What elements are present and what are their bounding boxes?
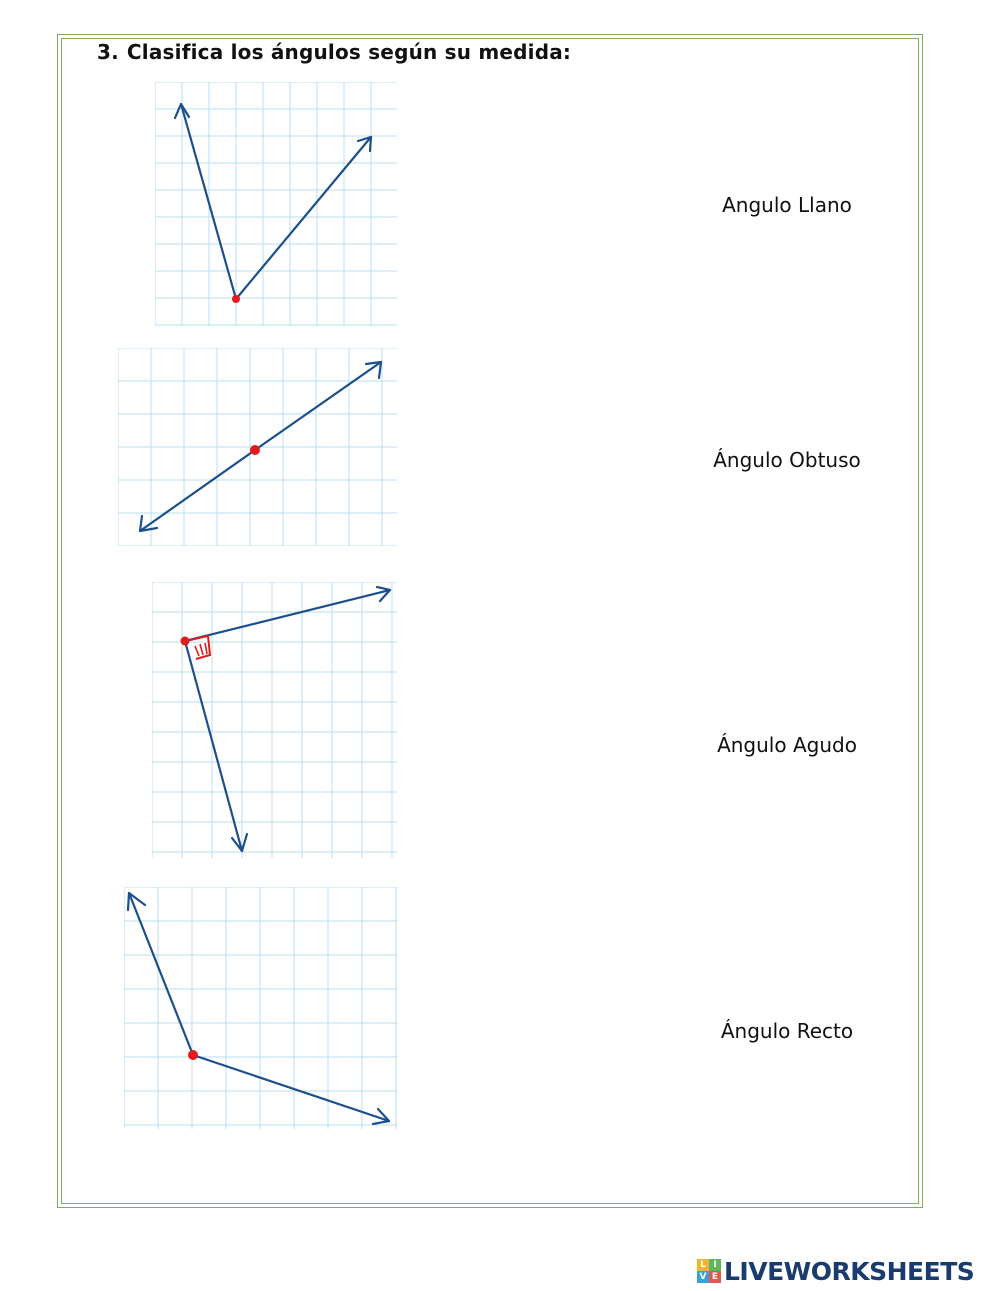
- vertex-4: [188, 1050, 198, 1060]
- logo-text: LIVEWORKSHEETS: [724, 1256, 975, 1286]
- angle-diagram-3: [152, 582, 397, 858]
- liveworksheets-logo: [697, 1255, 997, 1287]
- ray-4a: [129, 893, 193, 1055]
- angle-3-rays: [185, 587, 390, 851]
- logo-letter-l: L: [697, 1259, 709, 1271]
- grid-3: [152, 582, 397, 858]
- option-label-angulo-llano[interactable]: Angulo Llano: [722, 193, 852, 217]
- angle-1-rays: [175, 104, 371, 299]
- logo-letter-i: I: [709, 1259, 721, 1271]
- arrowhead-3a: [377, 587, 390, 601]
- option-label-angulo-recto[interactable]: Ángulo Recto: [720, 1019, 854, 1043]
- ray-2b: [140, 450, 255, 531]
- logo-letter-v: V: [697, 1271, 709, 1283]
- question-number: 3.: [97, 40, 119, 64]
- grid-4: [124, 887, 397, 1129]
- vertex-3: [181, 637, 190, 646]
- grid-1: [155, 82, 397, 326]
- vertex-1: [232, 295, 240, 303]
- angle-4-rays: [128, 893, 389, 1124]
- angle-diagram-4: [124, 887, 397, 1129]
- vertex-2: [250, 445, 260, 455]
- logo-letter-e: E: [709, 1271, 721, 1283]
- ray-3a: [185, 590, 390, 641]
- option-label-angulo-obtuso[interactable]: Ángulo Obtuso: [713, 448, 861, 472]
- ray-1b: [236, 137, 371, 299]
- angle-diagram-1: [155, 82, 397, 326]
- option-label-angulo-agudo[interactable]: Ángulo Agudo: [717, 733, 857, 757]
- right-angle-mark: [190, 636, 210, 659]
- logo-icon: [697, 1259, 721, 1283]
- ray-2a: [255, 362, 381, 450]
- angle-diagram-2: [118, 348, 397, 546]
- question-text: Clasifica los ángulos según su medida:: [126, 40, 572, 64]
- question-title: [97, 40, 697, 70]
- ray-4b: [193, 1055, 389, 1121]
